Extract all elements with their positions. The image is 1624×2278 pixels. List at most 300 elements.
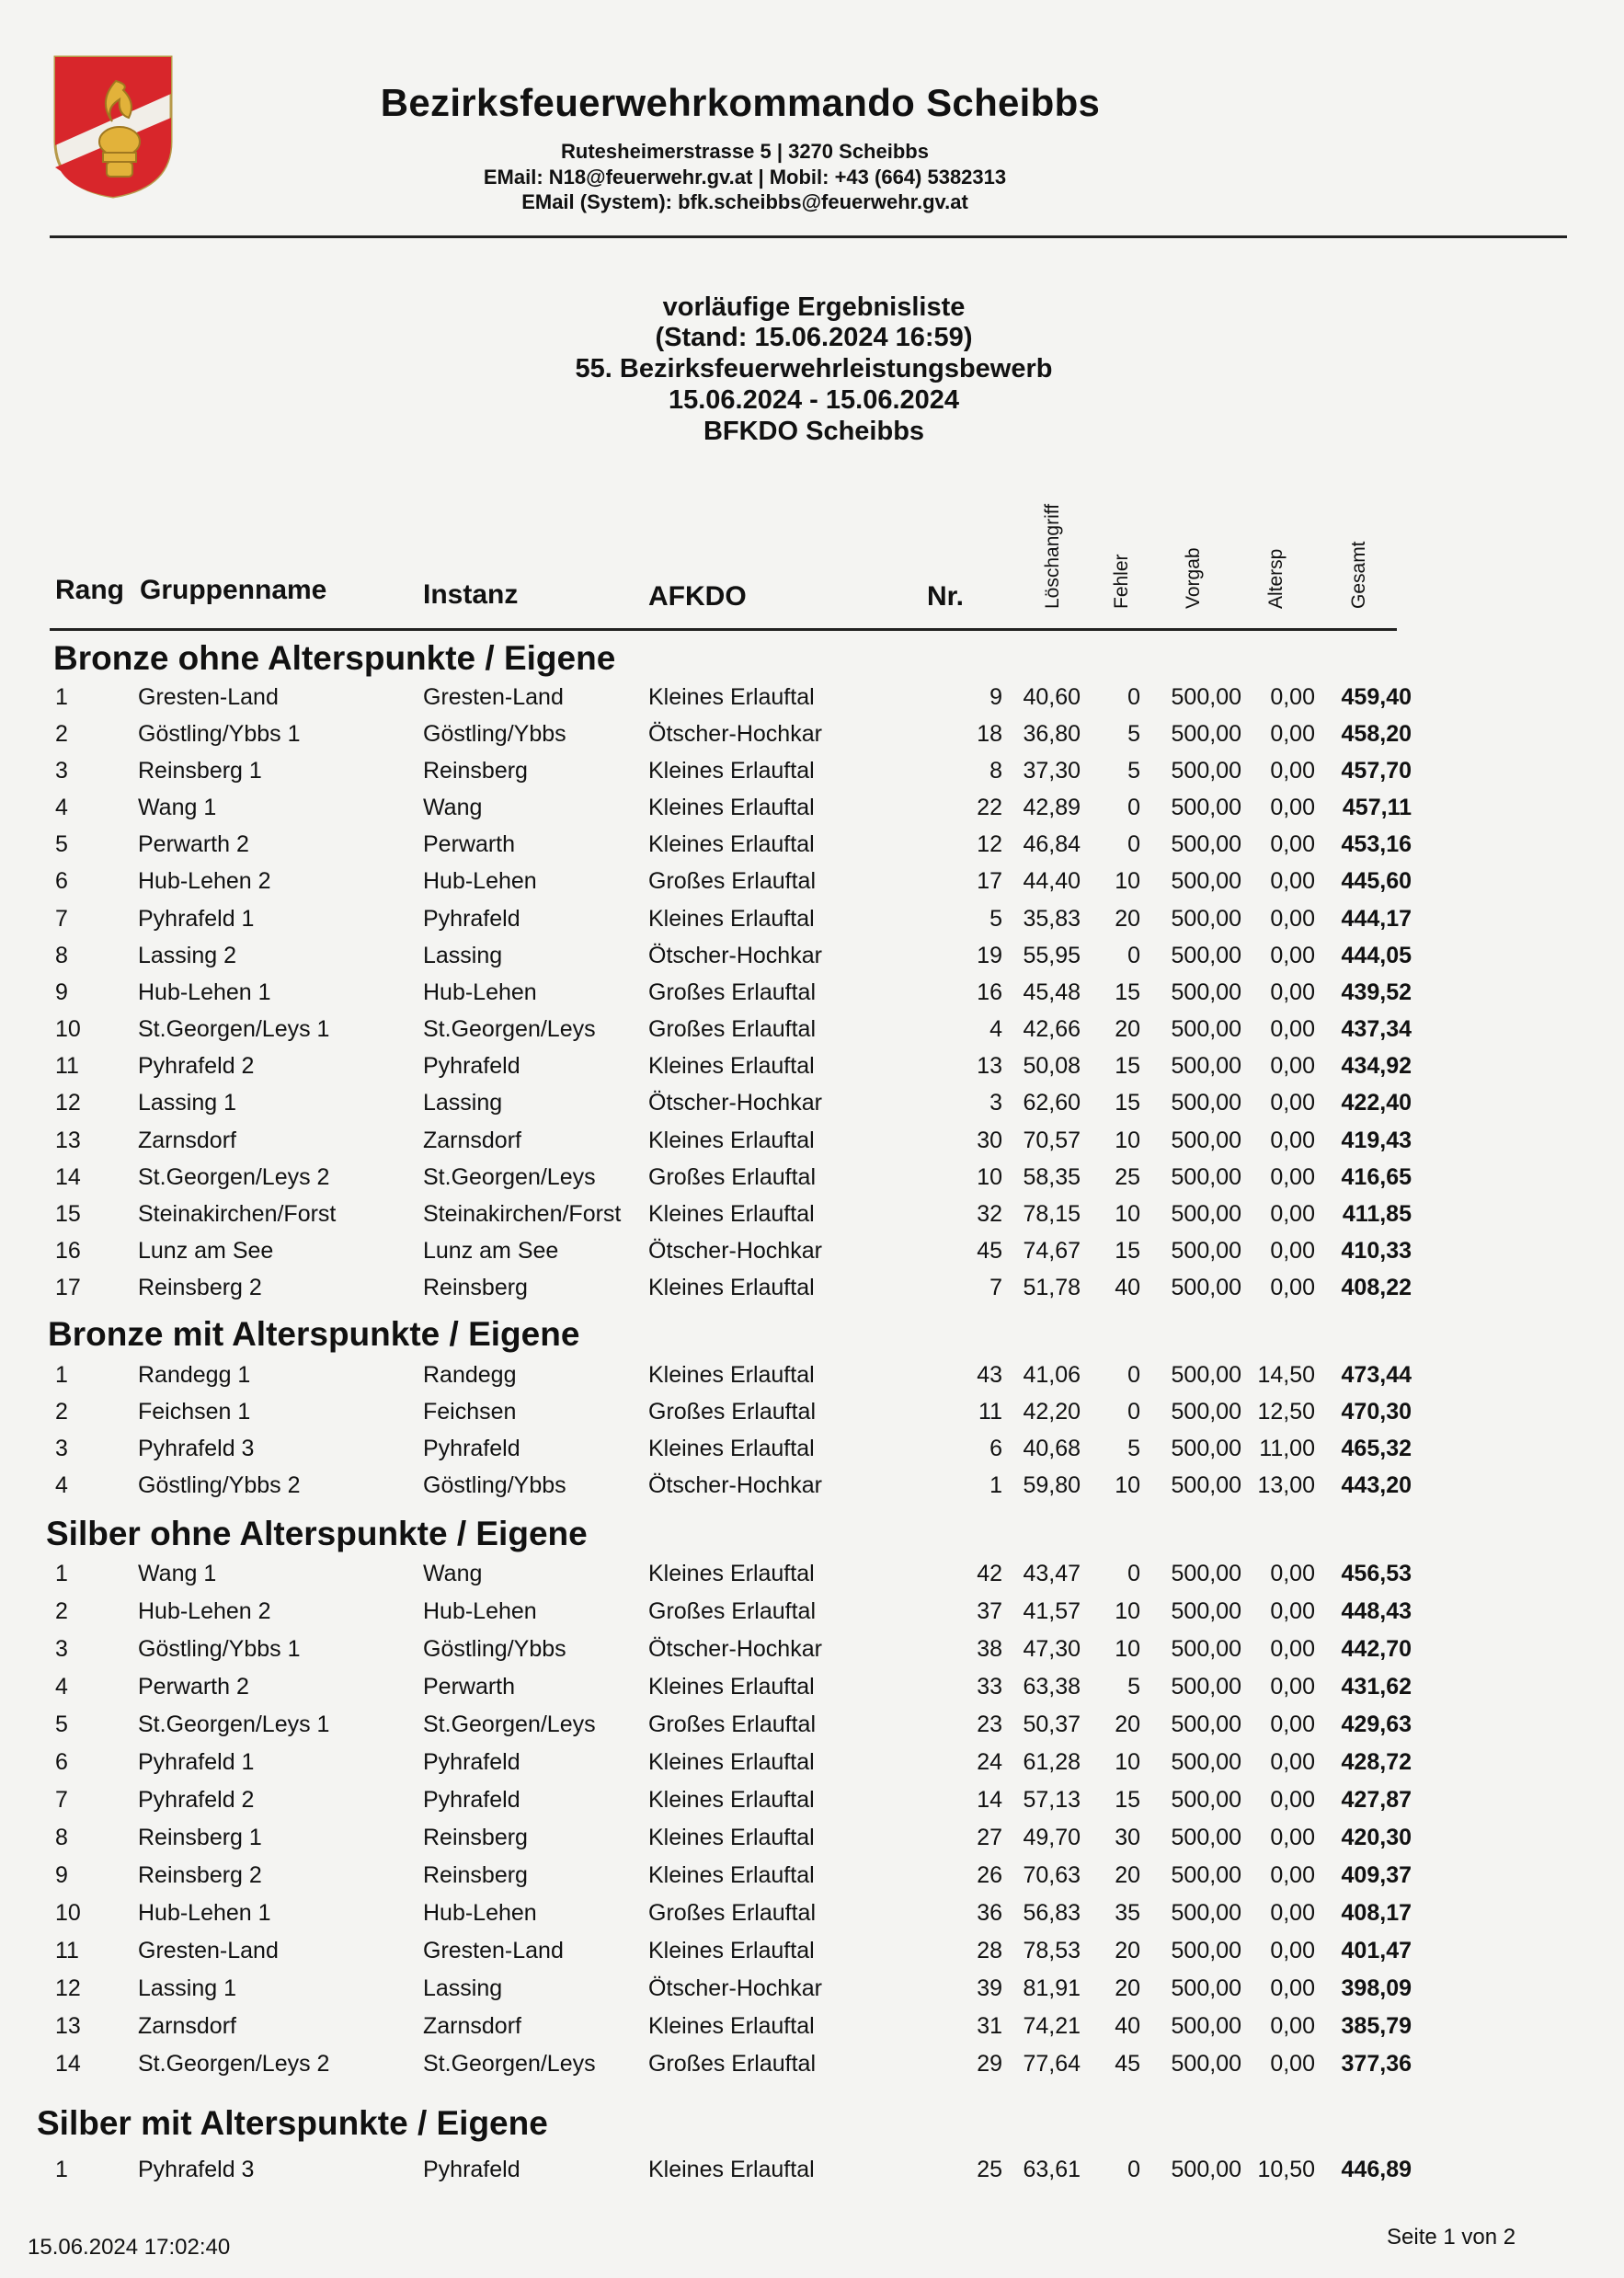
cell-rank: 10: [55, 1016, 81, 1042]
cell-total-score: 427,87: [1341, 1787, 1412, 1813]
cell-start-number: 18: [977, 721, 1002, 747]
cell-group-name: Lunz am See: [138, 1238, 274, 1264]
cell-group-name: Pyhrafeld 3: [138, 2157, 255, 2182]
cell-vorgabe: 500,00: [1171, 1938, 1241, 1963]
cell-afkdo: Kleines Erlauftal: [648, 2013, 815, 2039]
cell-start-number: 43: [977, 1362, 1002, 1388]
cell-afkdo: Kleines Erlauftal: [648, 1862, 815, 1888]
cell-total-score: 416,65: [1341, 1164, 1412, 1190]
cell-rank: 14: [55, 2051, 81, 2077]
cell-age-points: 0,00: [1270, 1598, 1315, 1624]
cell-age-points: 0,00: [1270, 721, 1315, 747]
table-row: [0, 1825, 1624, 1861]
cell-afkdo: Großes Erlauftal: [648, 2051, 817, 2077]
cell-total-score: 428,72: [1341, 1749, 1412, 1775]
cell-age-points: 13,00: [1257, 1472, 1315, 1498]
cell-start-number: 16: [977, 979, 1002, 1005]
cell-rank: 4: [55, 1674, 68, 1700]
cell-vorgabe: 500,00: [1171, 1201, 1241, 1227]
table-row: [0, 1053, 1624, 1090]
cell-age-points: 0,00: [1270, 1711, 1315, 1737]
cell-afkdo: Kleines Erlauftal: [648, 1749, 815, 1775]
cell-age-points: 0,00: [1270, 1787, 1315, 1813]
cell-error-points: 0: [1127, 684, 1140, 710]
cell-total-score: 408,17: [1341, 1900, 1412, 1926]
cell-vorgabe: 500,00: [1171, 1825, 1241, 1850]
cell-instanz: Gresten-Land: [423, 684, 564, 710]
cell-rank: 10: [55, 1900, 81, 1926]
cell-start-number: 13: [977, 1053, 1002, 1079]
cell-total-score: 377,36: [1341, 2051, 1412, 2077]
cell-total-score: 445,60: [1341, 868, 1412, 894]
cell-vorgabe: 500,00: [1171, 1711, 1241, 1737]
cell-vorgabe: 500,00: [1171, 1275, 1241, 1300]
cell-age-points: 0,00: [1270, 1938, 1315, 1963]
cell-afkdo: Großes Erlauftal: [648, 868, 817, 894]
cell-age-points: 0,00: [1270, 2051, 1315, 2077]
cell-group-name: Göstling/Ybbs 1: [138, 721, 301, 747]
document-title: vorläufige Ergebnisliste: [662, 292, 966, 322]
cell-rank: 1: [55, 684, 68, 710]
table-row: [0, 1399, 1624, 1436]
cell-error-points: 15: [1115, 1090, 1140, 1116]
cell-total-score: 444,17: [1341, 906, 1412, 932]
cell-loeschangriff-time: 46,84: [1023, 831, 1081, 857]
cell-loeschangriff-time: 42,66: [1023, 1016, 1081, 1042]
cell-rank: 1: [55, 2157, 68, 2182]
cell-instanz: Hub-Lehen: [423, 1900, 537, 1926]
cell-vorgabe: 500,00: [1171, 2013, 1241, 2039]
cell-group-name: Göstling/Ybbs 2: [138, 1472, 301, 1498]
cell-instanz: Perwarth: [423, 1674, 516, 1700]
cell-group-name: Hub-Lehen 2: [138, 868, 271, 894]
cell-instanz: Lassing: [423, 943, 503, 968]
cell-age-points: 11,00: [1259, 1436, 1315, 1461]
cell-group-name: Hub-Lehen 1: [138, 1900, 271, 1926]
cell-loeschangriff-time: 78,15: [1023, 1201, 1081, 1227]
cell-error-points: 10: [1115, 1201, 1140, 1227]
table-row: [0, 2051, 1624, 2088]
cell-afkdo: Kleines Erlauftal: [648, 1674, 815, 1700]
section-title: Silber ohne Alterspunkte / Eigene: [46, 1515, 588, 1552]
cell-instanz: Zarnsdorf: [423, 1128, 521, 1153]
cell-rank: 8: [55, 943, 68, 968]
cell-rank: 8: [55, 1825, 68, 1850]
cell-total-score: 437,34: [1341, 1016, 1412, 1042]
cell-start-number: 27: [977, 1825, 1002, 1850]
cell-error-points: 20: [1115, 1938, 1140, 1963]
table-row: [0, 1362, 1624, 1399]
cell-instanz: Hub-Lehen: [423, 868, 537, 894]
cell-start-number: 29: [977, 2051, 1002, 2077]
cell-vorgabe: 500,00: [1171, 1636, 1241, 1662]
cell-start-number: 32: [977, 1201, 1002, 1227]
cell-error-points: 15: [1115, 1787, 1140, 1813]
cell-loeschangriff-time: 70,57: [1023, 1128, 1081, 1153]
cell-loeschangriff-time: 36,80: [1023, 721, 1081, 747]
cell-total-score: 422,40: [1341, 1090, 1412, 1116]
cell-vorgabe: 500,00: [1171, 1472, 1241, 1498]
cell-error-points: 5: [1127, 1674, 1140, 1700]
cell-vorgabe: 500,00: [1171, 1787, 1241, 1813]
cell-loeschangriff-time: 40,60: [1023, 684, 1081, 710]
col-header-vorgab: Vorgab: [1183, 547, 1204, 609]
cell-afkdo: Kleines Erlauftal: [648, 1275, 815, 1300]
cell-instanz: Hub-Lehen: [423, 1598, 537, 1624]
cell-rank: 3: [55, 758, 68, 784]
cell-instanz: Wang: [423, 795, 483, 820]
cell-start-number: 37: [977, 1598, 1002, 1624]
cell-loeschangriff-time: 61,28: [1023, 1749, 1081, 1775]
table-row: [0, 831, 1624, 868]
cell-afkdo: Kleines Erlauftal: [648, 795, 815, 820]
cell-instanz: St.Georgen/Leys: [423, 1016, 596, 1042]
cell-rank: 12: [55, 1975, 81, 2001]
cell-start-number: 5: [989, 906, 1002, 932]
cell-group-name: Wang 1: [138, 795, 217, 820]
cell-instanz: Zarnsdorf: [423, 2013, 521, 2039]
cell-rank: 17: [55, 1275, 81, 1300]
cell-loeschangriff-time: 55,95: [1023, 943, 1081, 968]
cell-afkdo: Großes Erlauftal: [648, 1399, 817, 1425]
cell-loeschangriff-time: 45,48: [1023, 979, 1081, 1005]
cell-afkdo: Großes Erlauftal: [648, 979, 817, 1005]
cell-error-points: 0: [1127, 795, 1140, 820]
cell-group-name: Lassing 2: [138, 943, 237, 968]
cell-error-points: 25: [1115, 1164, 1140, 1190]
cell-error-points: 10: [1115, 1472, 1140, 1498]
cell-age-points: 0,00: [1270, 979, 1315, 1005]
cell-error-points: 10: [1115, 868, 1140, 894]
cell-error-points: 10: [1115, 1636, 1140, 1662]
cell-vorgabe: 500,00: [1171, 721, 1241, 747]
cell-group-name: Randegg 1: [138, 1362, 251, 1388]
cell-afkdo: Großes Erlauftal: [648, 1711, 817, 1737]
organization-title: Bezirksfeuerwehrkommando Scheibbs: [380, 81, 1101, 124]
cell-afkdo: Kleines Erlauftal: [648, 1436, 815, 1461]
cell-start-number: 30: [977, 1128, 1002, 1153]
cell-start-number: 33: [977, 1674, 1002, 1700]
cell-afkdo: Ötscher-Hochkar: [648, 943, 822, 968]
cell-instanz: Reinsberg: [423, 1862, 528, 1888]
cell-age-points: 0,00: [1270, 1275, 1315, 1300]
cell-vorgabe: 500,00: [1171, 1436, 1241, 1461]
cell-afkdo: Ötscher-Hochkar: [648, 721, 822, 747]
organizer: BFKDO Scheibbs: [703, 417, 925, 446]
cell-instanz: Pyhrafeld: [423, 1749, 520, 1775]
cell-age-points: 0,00: [1270, 943, 1315, 968]
cell-error-points: 40: [1115, 1275, 1140, 1300]
cell-age-points: 0,00: [1270, 758, 1315, 784]
page-number: Seite 1 von 2: [1387, 2225, 1516, 2249]
cell-instanz: Wang: [423, 1561, 483, 1586]
cell-group-name: Zarnsdorf: [138, 2013, 236, 2039]
cell-total-score: 420,30: [1341, 1825, 1412, 1850]
cell-loeschangriff-time: 35,83: [1023, 906, 1081, 932]
cell-age-points: 14,50: [1257, 1362, 1315, 1388]
cell-age-points: 0,00: [1270, 1862, 1315, 1888]
cell-rank: 2: [55, 721, 68, 747]
section-title: Silber mit Alterspunkte / Eigene: [37, 2104, 548, 2142]
cell-rank: 5: [55, 1711, 68, 1737]
cell-instanz: Pyhrafeld: [423, 1053, 520, 1079]
cell-loeschangriff-time: 57,13: [1023, 1787, 1081, 1813]
cell-rank: 4: [55, 1472, 68, 1498]
cell-rank: 1: [55, 1561, 68, 1586]
cell-start-number: 19: [977, 943, 1002, 968]
cell-group-name: St.Georgen/Leys 2: [138, 1164, 330, 1190]
cell-loeschangriff-time: 78,53: [1023, 1938, 1081, 1963]
cell-age-points: 0,00: [1270, 1090, 1315, 1116]
table-row: [0, 2013, 1624, 2050]
cell-error-points: 0: [1127, 943, 1140, 968]
cell-total-score: 401,47: [1341, 1938, 1412, 1963]
cell-total-score: 453,16: [1341, 831, 1412, 857]
cell-loeschangriff-time: 74,21: [1023, 2013, 1081, 2039]
cell-group-name: Reinsberg 1: [138, 1825, 262, 1850]
table-row: [0, 1201, 1624, 1238]
cell-rank: 6: [55, 1749, 68, 1775]
cell-instanz: Lunz am See: [423, 1238, 559, 1264]
cell-instanz: Lassing: [423, 1090, 503, 1116]
cell-start-number: 26: [977, 1862, 1002, 1888]
cell-group-name: Pyhrafeld 1: [138, 1749, 255, 1775]
cell-error-points: 20: [1115, 906, 1140, 932]
cell-instanz: St.Georgen/Leys: [423, 2051, 596, 2077]
table-row: [0, 1472, 1624, 1509]
cell-loeschangriff-time: 41,57: [1023, 1598, 1081, 1624]
competition-name: 55. Bezirksfeuerwehrleistungsbewerb: [575, 354, 1053, 383]
cell-instanz: Pyhrafeld: [423, 2157, 520, 2182]
cell-total-score: 459,40: [1341, 684, 1412, 710]
cell-group-name: St.Georgen/Leys 1: [138, 1016, 330, 1042]
cell-loeschangriff-time: 42,89: [1023, 795, 1081, 820]
cell-total-score: 442,70: [1341, 1636, 1412, 1662]
cell-loeschangriff-time: 62,60: [1023, 1090, 1081, 1116]
cell-total-score: 434,92: [1341, 1053, 1412, 1079]
cell-vorgabe: 500,00: [1171, 906, 1241, 932]
cell-error-points: 10: [1115, 1598, 1140, 1624]
table-row: [0, 2157, 1624, 2193]
cell-group-name: Zarnsdorf: [138, 1128, 236, 1153]
cell-loeschangriff-time: 41,06: [1023, 1362, 1081, 1388]
cell-loeschangriff-time: 50,37: [1023, 1711, 1081, 1737]
cell-error-points: 0: [1127, 1561, 1140, 1586]
cell-group-name: St.Georgen/Leys 1: [138, 1711, 330, 1737]
cell-total-score: 470,30: [1341, 1399, 1412, 1425]
cell-error-points: 20: [1115, 1016, 1140, 1042]
cell-total-score: 458,20: [1341, 721, 1412, 747]
cell-error-points: 0: [1127, 831, 1140, 857]
cell-loeschangriff-time: 47,30: [1023, 1636, 1081, 1662]
cell-start-number: 12: [977, 831, 1002, 857]
table-header-divider: [50, 628, 1397, 631]
cell-loeschangriff-time: 56,83: [1023, 1900, 1081, 1926]
cell-vorgabe: 500,00: [1171, 795, 1241, 820]
cell-rank: 1: [55, 1362, 68, 1388]
col-header-loeschangriff: Löschangriff: [1042, 503, 1063, 609]
table-row: [0, 684, 1624, 721]
cell-rank: 11: [55, 1938, 79, 1963]
cell-error-points: 5: [1127, 721, 1140, 747]
cell-afkdo: Großes Erlauftal: [648, 1598, 817, 1624]
table-row: [0, 1016, 1624, 1053]
cell-instanz: Pyhrafeld: [423, 906, 520, 932]
table-row: [0, 1938, 1624, 1975]
cell-vorgabe: 500,00: [1171, 1674, 1241, 1700]
cell-age-points: 0,00: [1270, 2013, 1315, 2039]
cell-afkdo: Ötscher-Hochkar: [648, 1472, 822, 1498]
cell-start-number: 31: [977, 2013, 1002, 2039]
table-row: [0, 1090, 1624, 1127]
cell-instanz: Göstling/Ybbs: [423, 1636, 566, 1662]
cell-vorgabe: 500,00: [1171, 1749, 1241, 1775]
cell-age-points: 0,00: [1270, 1053, 1315, 1079]
cell-age-points: 0,00: [1270, 1975, 1315, 2001]
cell-loeschangriff-time: 70,63: [1023, 1862, 1081, 1888]
cell-age-points: 0,00: [1270, 1636, 1315, 1662]
cell-afkdo: Kleines Erlauftal: [648, 906, 815, 932]
cell-instanz: Feichsen: [423, 1399, 517, 1425]
cell-error-points: 10: [1115, 1749, 1140, 1775]
cell-afkdo: Ötscher-Hochkar: [648, 1238, 822, 1264]
cell-afkdo: Großes Erlauftal: [648, 1164, 817, 1190]
cell-loeschangriff-time: 44,40: [1023, 868, 1081, 894]
table-row: [0, 906, 1624, 943]
table-row: [0, 943, 1624, 979]
cell-error-points: 0: [1127, 1362, 1140, 1388]
cell-rank: 13: [55, 1128, 81, 1153]
table-row: [0, 1674, 1624, 1711]
cell-error-points: 10: [1115, 1128, 1140, 1153]
cell-vorgabe: 500,00: [1171, 943, 1241, 968]
cell-rank: 2: [55, 1598, 68, 1624]
cell-vorgabe: 500,00: [1171, 758, 1241, 784]
cell-total-score: 443,20: [1341, 1472, 1412, 1498]
cell-group-name: Pyhrafeld 1: [138, 906, 255, 932]
table-row: [0, 795, 1624, 831]
cell-error-points: 15: [1115, 1238, 1140, 1264]
section-title: Bronze mit Alterspunkte / Eigene: [48, 1315, 580, 1353]
cell-start-number: 7: [989, 1275, 1002, 1300]
cell-loeschangriff-time: 63,61: [1023, 2157, 1081, 2182]
contact-line: EMail: N18@feuerwehr.gv.at | Mobil: +43 (664) 5382313: [483, 166, 1007, 189]
cell-total-score: 457,70: [1341, 758, 1412, 784]
section-title: Bronze ohne Alterspunkte / Eigene: [53, 639, 616, 677]
table-row: [0, 1900, 1624, 1937]
cell-error-points: 40: [1115, 2013, 1140, 2039]
cell-instanz: Reinsberg: [423, 758, 528, 784]
table-row: [0, 1561, 1624, 1597]
cell-rank: 9: [55, 1862, 68, 1888]
cell-group-name: Hub-Lehen 2: [138, 1598, 271, 1624]
cell-start-number: 1: [989, 1472, 1002, 1498]
cell-instanz: Pyhrafeld: [423, 1787, 520, 1813]
cell-age-points: 0,00: [1270, 684, 1315, 710]
cell-start-number: 39: [977, 1975, 1002, 2001]
cell-instanz: Gresten-Land: [423, 1938, 564, 1963]
cell-age-points: 0,00: [1270, 1749, 1315, 1775]
cell-vorgabe: 500,00: [1171, 1561, 1241, 1586]
cell-rank: 3: [55, 1636, 68, 1662]
cell-rank: 7: [55, 1787, 68, 1813]
cell-error-points: 35: [1115, 1900, 1140, 1926]
cell-total-score: 411,85: [1342, 1201, 1412, 1227]
cell-group-name: Steinakirchen/Forst: [138, 1201, 337, 1227]
table-row: [0, 721, 1624, 758]
cell-instanz: Steinakirchen/Forst: [423, 1201, 622, 1227]
cell-total-score: 465,32: [1341, 1436, 1412, 1461]
cell-vorgabe: 500,00: [1171, 1399, 1241, 1425]
table-row: [0, 1749, 1624, 1786]
cell-afkdo: Großes Erlauftal: [648, 1900, 817, 1926]
table-row: [0, 1975, 1624, 2012]
table-row: [0, 1275, 1624, 1311]
fire-department-logo: [51, 53, 175, 200]
col-header-gruppenname: Gruppenname: [140, 575, 327, 605]
cell-error-points: 0: [1127, 2157, 1140, 2182]
table-row: [0, 868, 1624, 905]
cell-rank: 12: [55, 1090, 81, 1116]
cell-total-score: 419,43: [1341, 1128, 1412, 1153]
cell-age-points: 0,00: [1270, 1164, 1315, 1190]
cell-start-number: 22: [977, 795, 1002, 820]
cell-rank: 16: [55, 1238, 81, 1264]
cell-vorgabe: 500,00: [1171, 1362, 1241, 1388]
cell-rank: 15: [55, 1201, 81, 1227]
cell-afkdo: Ötscher-Hochkar: [648, 1975, 822, 2001]
table-row: [0, 1711, 1624, 1748]
cell-vorgabe: 500,00: [1171, 2051, 1241, 2077]
cell-group-name: Reinsberg 1: [138, 758, 262, 784]
cell-rank: 6: [55, 868, 68, 894]
cell-group-name: Gresten-Land: [138, 1938, 279, 1963]
header-divider: [50, 235, 1567, 238]
cell-error-points: 45: [1115, 2051, 1140, 2077]
cell-total-score: 431,62: [1341, 1674, 1412, 1700]
cell-vorgabe: 500,00: [1171, 1900, 1241, 1926]
cell-age-points: 0,00: [1270, 1201, 1315, 1227]
cell-afkdo: Kleines Erlauftal: [648, 1938, 815, 1963]
cell-loeschangriff-time: 77,64: [1023, 2051, 1081, 2077]
cell-group-name: Lassing 1: [138, 1090, 237, 1116]
cell-loeschangriff-time: 58,35: [1023, 1164, 1081, 1190]
cell-rank: 11: [55, 1053, 79, 1079]
table-row: [0, 1787, 1624, 1824]
cell-total-score: 398,09: [1341, 1975, 1412, 2001]
cell-error-points: 5: [1127, 1436, 1140, 1461]
cell-vorgabe: 500,00: [1171, 1164, 1241, 1190]
col-header-rang: Rang: [55, 575, 124, 605]
cell-start-number: 36: [977, 1900, 1002, 1926]
cell-vorgabe: 500,00: [1171, 1016, 1241, 1042]
cell-vorgabe: 500,00: [1171, 831, 1241, 857]
col-header-gesamt: Gesamt: [1348, 541, 1369, 609]
cell-loeschangriff-time: 81,91: [1023, 1975, 1081, 2001]
cell-instanz: St.Georgen/Leys: [423, 1711, 596, 1737]
cell-error-points: 30: [1115, 1825, 1140, 1850]
cell-rank: 9: [55, 979, 68, 1005]
cell-total-score: 444,05: [1341, 943, 1412, 968]
cell-afkdo: Kleines Erlauftal: [648, 1201, 815, 1227]
table-row: [0, 1164, 1624, 1201]
cell-instanz: Hub-Lehen: [423, 979, 537, 1005]
cell-start-number: 6: [989, 1436, 1002, 1461]
cell-error-points: 5: [1127, 758, 1140, 784]
cell-start-number: 17: [977, 868, 1002, 894]
cell-group-name: Reinsberg 2: [138, 1862, 262, 1888]
cell-instanz: Perwarth: [423, 831, 516, 857]
